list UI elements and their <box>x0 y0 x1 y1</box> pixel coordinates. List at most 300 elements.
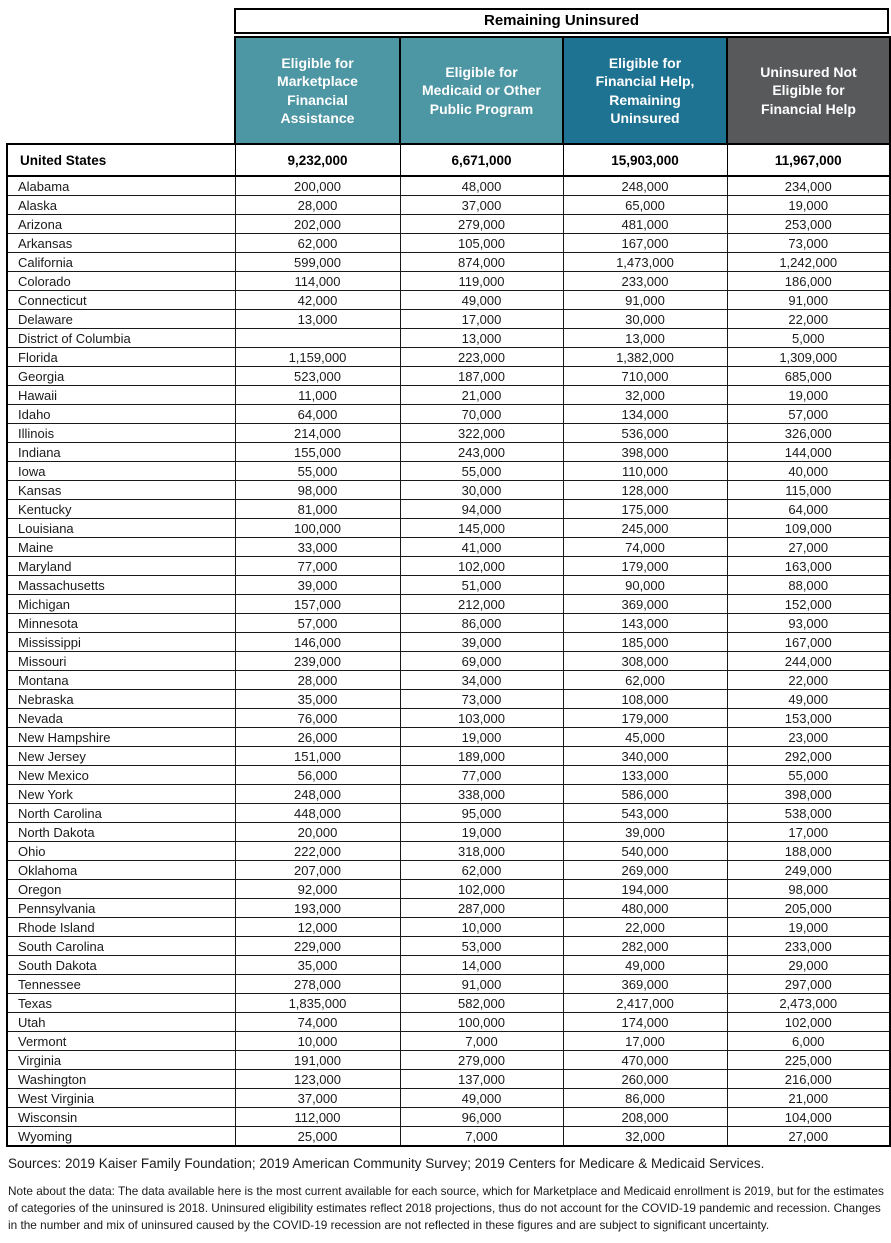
value-cell: 193,000 <box>235 899 400 918</box>
table-row <box>7 1127 890 1147</box>
value-cell: 108,000 <box>563 690 727 709</box>
value-cell: 685,000 <box>727 367 890 386</box>
value-cell: 91,000 <box>727 291 890 310</box>
value-cell <box>235 329 400 348</box>
value-cell: 102,000 <box>400 557 563 576</box>
state-name-cell: Oregon <box>7 880 235 899</box>
table-row <box>7 671 890 690</box>
value-cell: 49,000 <box>400 1089 563 1108</box>
value-cell: 22,000 <box>563 918 727 937</box>
table-row <box>7 538 890 557</box>
table-row <box>7 595 890 614</box>
value-cell: 19,000 <box>727 918 890 937</box>
value-cell: 398,000 <box>563 443 727 462</box>
value-cell: 128,000 <box>563 481 727 500</box>
value-cell: 112,000 <box>235 1108 400 1127</box>
value-cell: 22,000 <box>727 671 890 690</box>
table-row <box>7 272 890 291</box>
state-name-cell: Nevada <box>7 709 235 728</box>
value-cell: 115,000 <box>727 481 890 500</box>
table-row <box>7 785 890 804</box>
value-cell: 98,000 <box>235 481 400 500</box>
value-cell: 212,000 <box>400 595 563 614</box>
uninsured-table <box>6 36 891 1147</box>
state-name-cell: Minnesota <box>7 614 235 633</box>
value-cell: 73,000 <box>727 234 890 253</box>
value-cell: 94,000 <box>400 500 563 519</box>
table-row <box>7 861 890 880</box>
table-row <box>7 633 890 652</box>
value-cell: 23,000 <box>727 728 890 747</box>
table-row <box>7 557 890 576</box>
value-cell: 234,000 <box>727 176 890 196</box>
value-cell: 279,000 <box>400 215 563 234</box>
value-cell: 109,000 <box>727 519 890 538</box>
value-cell: 340,000 <box>563 747 727 766</box>
value-cell: 200,000 <box>235 176 400 196</box>
value-cell: 202,000 <box>235 215 400 234</box>
state-name-cell: Wyoming <box>7 1127 235 1147</box>
total-row-united-states <box>7 144 890 176</box>
value-cell: 19,000 <box>727 196 890 215</box>
value-cell: 144,000 <box>727 443 890 462</box>
value-cell: 30,000 <box>400 481 563 500</box>
table-row <box>7 329 890 348</box>
value-cell: 93,000 <box>727 614 890 633</box>
value-cell: 248,000 <box>235 785 400 804</box>
value-cell: 53,000 <box>400 937 563 956</box>
value-cell: 74,000 <box>235 1013 400 1032</box>
value-cell: 186,000 <box>727 272 890 291</box>
value-cell: 187,000 <box>400 367 563 386</box>
value-cell: 152,000 <box>727 595 890 614</box>
column-header-marketplace-assistance: Eligible for Marketplace Financial Assistance <box>235 37 400 144</box>
table-row <box>7 690 890 709</box>
table-row <box>7 348 890 367</box>
value-cell: 105,000 <box>400 234 563 253</box>
value-cell: 77,000 <box>400 766 563 785</box>
value-cell: 41,000 <box>400 538 563 557</box>
state-name-cell: New York <box>7 785 235 804</box>
table-row <box>7 652 890 671</box>
value-cell: 27,000 <box>727 538 890 557</box>
value-cell: 22,000 <box>727 310 890 329</box>
value-cell: 874,000 <box>400 253 563 272</box>
state-name-cell: Texas <box>7 994 235 1013</box>
value-cell: 95,000 <box>400 804 563 823</box>
state-name-cell: Alaska <box>7 196 235 215</box>
value-cell: 19,000 <box>727 386 890 405</box>
value-cell: 57,000 <box>727 405 890 424</box>
value-cell: 90,000 <box>563 576 727 595</box>
value-cell: 40,000 <box>727 462 890 481</box>
value-cell: 62,000 <box>563 671 727 690</box>
value-cell: 96,000 <box>400 1108 563 1127</box>
table-row <box>7 1051 890 1070</box>
value-cell: 207,000 <box>235 861 400 880</box>
value-cell: 62,000 <box>235 234 400 253</box>
state-name-cell: Idaho <box>7 405 235 424</box>
value-cell: 57,000 <box>235 614 400 633</box>
state-name-cell: District of Columbia <box>7 329 235 348</box>
value-cell: 92,000 <box>235 880 400 899</box>
value-cell: 56,000 <box>235 766 400 785</box>
value-cell: 287,000 <box>400 899 563 918</box>
value-cell: 540,000 <box>563 842 727 861</box>
state-name-cell: New Jersey <box>7 747 235 766</box>
value-cell: 1,159,000 <box>235 348 400 367</box>
value-cell: 39,000 <box>563 823 727 842</box>
value-cell: 543,000 <box>563 804 727 823</box>
state-name-cell: Arkansas <box>7 234 235 253</box>
state-name-cell: Florida <box>7 348 235 367</box>
value-cell: 39,000 <box>400 633 563 652</box>
column-header-medicaid-public-program: Eligible for Medicaid or Other Public Program <box>400 37 563 144</box>
value-cell: 35,000 <box>235 690 400 709</box>
value-cell: 33,000 <box>235 538 400 557</box>
sources-text: Sources: 2019 Kaiser Family Foundation; 2019 American Community Survey; 2019 Centers for Medicare & Medicaid Services. <box>8 1156 765 1171</box>
value-cell: 86,000 <box>563 1089 727 1108</box>
value-cell: 1,473,000 <box>563 253 727 272</box>
value-cell: 292,000 <box>727 747 890 766</box>
value-cell: 233,000 <box>563 272 727 291</box>
value-cell: 582,000 <box>400 994 563 1013</box>
table-row <box>7 937 890 956</box>
value-cell: 119,000 <box>400 272 563 291</box>
value-cell: 51,000 <box>400 576 563 595</box>
value-cell: 167,000 <box>727 633 890 652</box>
value-cell: 145,000 <box>400 519 563 538</box>
value-cell: 282,000 <box>563 937 727 956</box>
value-cell: 13,000 <box>563 329 727 348</box>
value-cell: 233,000 <box>727 937 890 956</box>
value-cell: 481,000 <box>563 215 727 234</box>
blank-corner-cell <box>7 37 235 144</box>
value-cell: 249,000 <box>727 861 890 880</box>
value-cell: 326,000 <box>727 424 890 443</box>
table-row <box>7 424 890 443</box>
value-cell: 269,000 <box>563 861 727 880</box>
value-cell: 133,000 <box>563 766 727 785</box>
state-name-cell: South Dakota <box>7 956 235 975</box>
value-cell: 163,000 <box>727 557 890 576</box>
value-cell: 19,000 <box>400 728 563 747</box>
state-name-cell: North Dakota <box>7 823 235 842</box>
value-cell: 42,000 <box>235 291 400 310</box>
value-cell: 49,000 <box>400 291 563 310</box>
value-cell: 174,000 <box>563 1013 727 1032</box>
value-cell: 185,000 <box>563 633 727 652</box>
table-row <box>7 519 890 538</box>
value-cell: 49,000 <box>563 956 727 975</box>
value-cell: 599,000 <box>235 253 400 272</box>
value-cell: 338,000 <box>400 785 563 804</box>
value-cell: 448,000 <box>235 804 400 823</box>
state-name-cell: Alabama <box>7 176 235 196</box>
value-cell: 25,000 <box>235 1127 400 1147</box>
value-cell: 189,000 <box>400 747 563 766</box>
table-row <box>7 975 890 994</box>
value-cell: 102,000 <box>400 880 563 899</box>
state-name-cell: Georgia <box>7 367 235 386</box>
value-cell: 369,000 <box>563 975 727 994</box>
state-name-cell: Maryland <box>7 557 235 576</box>
value-cell: 110,000 <box>563 462 727 481</box>
value-cell: 76,000 <box>235 709 400 728</box>
value-cell: 91,000 <box>400 975 563 994</box>
value-cell: 538,000 <box>727 804 890 823</box>
value-cell: 143,000 <box>563 614 727 633</box>
state-name-cell: Kansas <box>7 481 235 500</box>
table-row <box>7 823 890 842</box>
value-cell: 29,000 <box>727 956 890 975</box>
value-cell: 104,000 <box>727 1108 890 1127</box>
total-value-cell: 6,671,000 <box>400 144 563 176</box>
value-cell: 523,000 <box>235 367 400 386</box>
total-value-cell: 15,903,000 <box>563 144 727 176</box>
table-row <box>7 766 890 785</box>
state-name-cell: Missouri <box>7 652 235 671</box>
state-name-cell: Iowa <box>7 462 235 481</box>
table-row <box>7 1108 890 1127</box>
value-cell: 222,000 <box>235 842 400 861</box>
table-row <box>7 899 890 918</box>
state-name-cell: Virginia <box>7 1051 235 1070</box>
table-row <box>7 500 890 519</box>
value-cell: 1,242,000 <box>727 253 890 272</box>
value-cell: 308,000 <box>563 652 727 671</box>
value-cell: 137,000 <box>400 1070 563 1089</box>
value-cell: 188,000 <box>727 842 890 861</box>
value-cell: 81,000 <box>235 500 400 519</box>
state-name-cell: Illinois <box>7 424 235 443</box>
value-cell: 98,000 <box>727 880 890 899</box>
state-name-cell: Arizona <box>7 215 235 234</box>
state-name-cell: West Virginia <box>7 1089 235 1108</box>
value-cell: 11,000 <box>235 386 400 405</box>
value-cell: 205,000 <box>727 899 890 918</box>
table-row <box>7 880 890 899</box>
value-cell: 1,835,000 <box>235 994 400 1013</box>
value-cell: 245,000 <box>563 519 727 538</box>
value-cell: 64,000 <box>727 500 890 519</box>
value-cell: 253,000 <box>727 215 890 234</box>
state-name-cell: Delaware <box>7 310 235 329</box>
state-name-cell: Kentucky <box>7 500 235 519</box>
value-cell: 214,000 <box>235 424 400 443</box>
value-cell: 14,000 <box>400 956 563 975</box>
table-row <box>7 367 890 386</box>
value-cell: 157,000 <box>235 595 400 614</box>
value-cell: 2,473,000 <box>727 994 890 1013</box>
table-row <box>7 576 890 595</box>
state-name-cell: Pennsylvania <box>7 899 235 918</box>
value-cell: 32,000 <box>563 1127 727 1147</box>
state-name-cell: Hawaii <box>7 386 235 405</box>
value-cell: 278,000 <box>235 975 400 994</box>
state-name-cell: Massachusetts <box>7 576 235 595</box>
value-cell: 318,000 <box>400 842 563 861</box>
value-cell: 470,000 <box>563 1051 727 1070</box>
value-cell: 48,000 <box>400 176 563 196</box>
table-row <box>7 196 890 215</box>
value-cell: 27,000 <box>727 1127 890 1147</box>
state-name-cell: Mississippi <box>7 633 235 652</box>
state-name-cell: New Hampshire <box>7 728 235 747</box>
table-row <box>7 956 890 975</box>
column-header-not-eligible: Uninsured Not Eligible for Financial Help <box>727 37 890 144</box>
value-cell: 12,000 <box>235 918 400 937</box>
table-title: Remaining Uninsured <box>234 8 889 34</box>
value-cell: 17,000 <box>400 310 563 329</box>
state-name-cell: Oklahoma <box>7 861 235 880</box>
table-row <box>7 310 890 329</box>
table-row <box>7 1089 890 1108</box>
state-name-cell: Ohio <box>7 842 235 861</box>
table-row <box>7 994 890 1013</box>
value-cell: 7,000 <box>400 1032 563 1051</box>
value-cell: 6,000 <box>727 1032 890 1051</box>
table-row <box>7 462 890 481</box>
value-cell: 151,000 <box>235 747 400 766</box>
value-cell: 369,000 <box>563 595 727 614</box>
value-cell: 223,000 <box>400 348 563 367</box>
value-cell: 35,000 <box>235 956 400 975</box>
value-cell: 74,000 <box>563 538 727 557</box>
value-cell: 70,000 <box>400 405 563 424</box>
table-row <box>7 1013 890 1032</box>
value-cell: 55,000 <box>235 462 400 481</box>
value-cell: 322,000 <box>400 424 563 443</box>
state-name-cell: Washington <box>7 1070 235 1089</box>
table-row <box>7 291 890 310</box>
state-name-cell: Montana <box>7 671 235 690</box>
state-name-cell: Utah <box>7 1013 235 1032</box>
state-name-cell: Michigan <box>7 595 235 614</box>
value-cell: 480,000 <box>563 899 727 918</box>
value-cell: 244,000 <box>727 652 890 671</box>
value-cell: 146,000 <box>235 633 400 652</box>
value-cell: 100,000 <box>400 1013 563 1032</box>
value-cell: 21,000 <box>727 1089 890 1108</box>
value-cell: 586,000 <box>563 785 727 804</box>
value-cell: 710,000 <box>563 367 727 386</box>
state-name-cell: South Carolina <box>7 937 235 956</box>
total-value-cell: 11,967,000 <box>727 144 890 176</box>
table-row <box>7 481 890 500</box>
value-cell: 10,000 <box>235 1032 400 1051</box>
value-cell: 123,000 <box>235 1070 400 1089</box>
value-cell: 26,000 <box>235 728 400 747</box>
value-cell: 13,000 <box>235 310 400 329</box>
state-name-cell: Louisiana <box>7 519 235 538</box>
table-row <box>7 1070 890 1089</box>
value-cell: 175,000 <box>563 500 727 519</box>
state-name-cell: New Mexico <box>7 766 235 785</box>
state-name-cell: Rhode Island <box>7 918 235 937</box>
value-cell: 398,000 <box>727 785 890 804</box>
value-cell: 62,000 <box>400 861 563 880</box>
table-row <box>7 747 890 766</box>
table-row <box>7 709 890 728</box>
value-cell: 17,000 <box>727 823 890 842</box>
state-name-cell: Indiana <box>7 443 235 462</box>
table-row <box>7 253 890 272</box>
state-name-cell: Nebraska <box>7 690 235 709</box>
value-cell: 114,000 <box>235 272 400 291</box>
value-cell: 225,000 <box>727 1051 890 1070</box>
value-cell: 17,000 <box>563 1032 727 1051</box>
value-cell: 65,000 <box>563 196 727 215</box>
table-row <box>7 918 890 937</box>
value-cell: 243,000 <box>400 443 563 462</box>
value-cell: 134,000 <box>563 405 727 424</box>
table-row <box>7 1032 890 1051</box>
value-cell: 88,000 <box>727 576 890 595</box>
value-cell: 297,000 <box>727 975 890 994</box>
value-cell: 155,000 <box>235 443 400 462</box>
value-cell: 279,000 <box>400 1051 563 1070</box>
value-cell: 34,000 <box>400 671 563 690</box>
total-row-label: United States <box>7 144 235 176</box>
state-name-cell: Connecticut <box>7 291 235 310</box>
value-cell: 2,417,000 <box>563 994 727 1013</box>
state-name-cell: Colorado <box>7 272 235 291</box>
table-row <box>7 386 890 405</box>
value-cell: 91,000 <box>563 291 727 310</box>
note-text: Note about the data: The data available here is the most current available for each source, which for Marketplace and Medicaid enrollment is 2019, but for the estimates of categories of the uninsured is 2018. Uninsured eligibility estimates reflect 2018 projections, thus do not account for the COVID-19 pandemic and recession. Changes in the number and mix of uninsured caused by the COVID-19 recession are not reflected in these figures and are subject to significant uncertainty. <box>8 1184 884 1232</box>
value-cell: 64,000 <box>235 405 400 424</box>
value-cell: 45,000 <box>563 728 727 747</box>
value-cell: 32,000 <box>563 386 727 405</box>
value-cell: 49,000 <box>727 690 890 709</box>
state-name-cell: California <box>7 253 235 272</box>
value-cell: 216,000 <box>727 1070 890 1089</box>
value-cell: 19,000 <box>400 823 563 842</box>
value-cell: 37,000 <box>235 1089 400 1108</box>
value-cell: 179,000 <box>563 557 727 576</box>
value-cell: 10,000 <box>400 918 563 937</box>
value-cell: 37,000 <box>400 196 563 215</box>
value-cell: 103,000 <box>400 709 563 728</box>
table-row <box>7 842 890 861</box>
table-row <box>7 176 890 196</box>
table-row <box>7 728 890 747</box>
column-header-row <box>7 37 890 144</box>
value-cell: 30,000 <box>563 310 727 329</box>
value-cell: 20,000 <box>235 823 400 842</box>
value-cell: 39,000 <box>235 576 400 595</box>
value-cell: 86,000 <box>400 614 563 633</box>
table-row <box>7 443 890 462</box>
table-row <box>7 234 890 253</box>
state-name-cell: Maine <box>7 538 235 557</box>
value-cell: 260,000 <box>563 1070 727 1089</box>
value-cell: 153,000 <box>727 709 890 728</box>
value-cell: 5,000 <box>727 329 890 348</box>
table-row <box>7 804 890 823</box>
value-cell: 21,000 <box>400 386 563 405</box>
value-cell: 239,000 <box>235 652 400 671</box>
value-cell: 179,000 <box>563 709 727 728</box>
value-cell: 69,000 <box>400 652 563 671</box>
value-cell: 248,000 <box>563 176 727 196</box>
state-name-cell: Wisconsin <box>7 1108 235 1127</box>
column-header-financial-help-remaining: Eligible for Financial Help, Remaining Uninsured <box>563 37 727 144</box>
value-cell: 167,000 <box>563 234 727 253</box>
value-cell: 55,000 <box>400 462 563 481</box>
state-name-cell: Tennessee <box>7 975 235 994</box>
